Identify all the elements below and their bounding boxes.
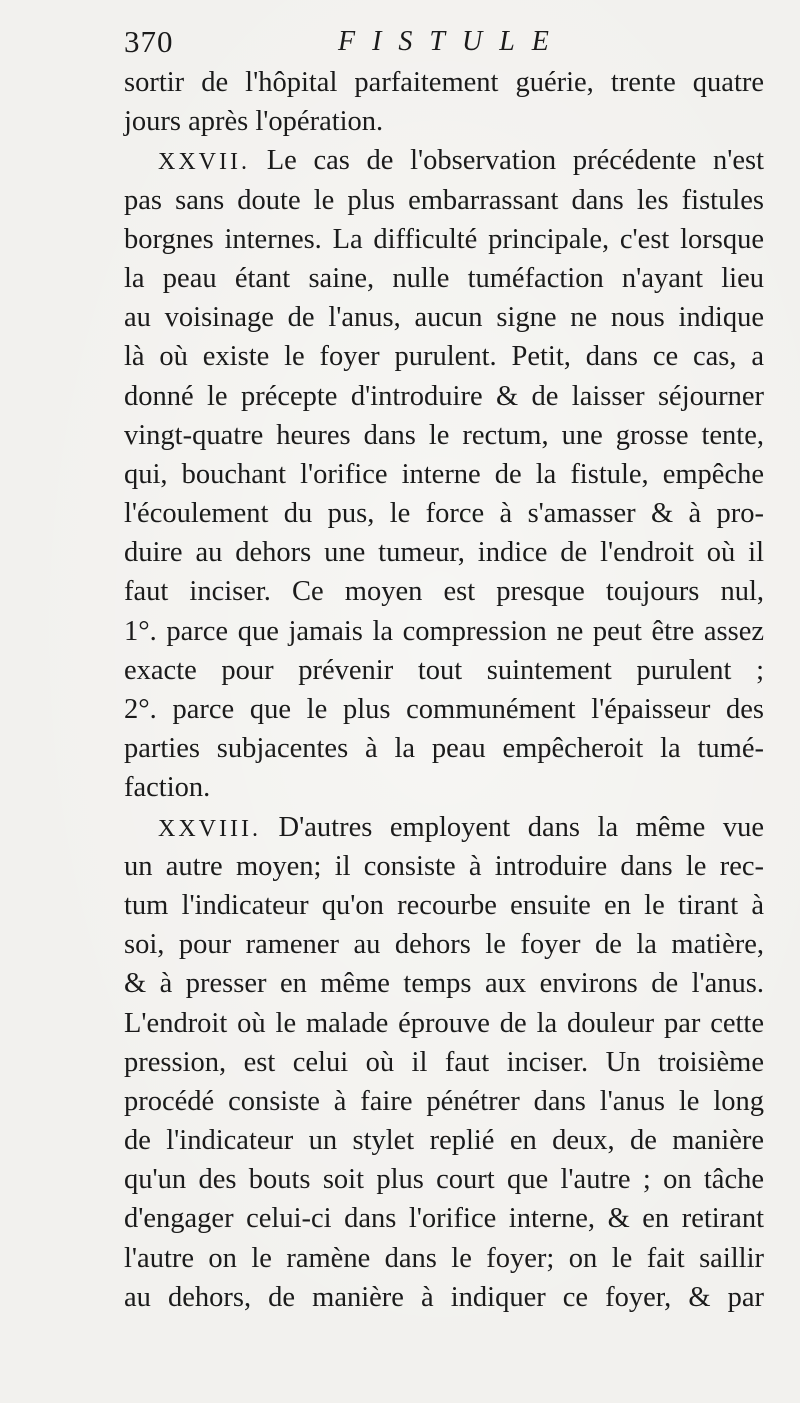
text-line: donné le précepte d'introduire & de laisser séjourner [124,380,764,412]
text-line: jours après l'opération. [124,106,384,138]
text-line: faction. [124,772,211,804]
text-line: l'autre on le ramène dans le foyer; on le fait saillir [124,1242,764,1274]
text-line: L'endroit où le malade éprouve de la douleur par cette [124,1007,764,1039]
body-text [124,63,764,1317]
text-line: un autre moyen; il consiste à introduire dans le rec- [124,850,764,882]
text-line: au voisinage de l'anus, aucun signe ne nous indique [124,302,764,334]
section-line: XXVIII. D'autres employent dans la même vue [158,811,764,843]
text-line: duire au dehors une tumeur, indice de l'endroit où il [124,537,764,569]
page-number: 370 [124,24,174,59]
text-line: sortir de l'hôpital parfaitement guérie, trente quatre [124,67,764,98]
text-line: l'écoulement du pus, le force à s'amasser & à pro- [124,498,764,530]
text-line: borgnes internes. La difficulté principale, c'est lorsque [124,223,764,255]
text-line: soi, pour ramener au dehors le foyer de la matière, [124,929,764,961]
section-number: XXVIII. [158,815,261,842]
text-line: vingt-quatre heures dans le rectum, une grosse tente, [124,419,764,451]
text-line: d'engager celui-ci dans l'orifice interne, & en retirant [124,1203,764,1235]
running-title: FISTULE [338,26,566,57]
section-line: XXVII. Le cas de l'observation précédente n'est [158,145,764,177]
text-line: la peau étant saine, nulle tuméfaction n'ayant lieu [124,262,764,294]
section-number: XXVII. [158,149,250,176]
running-head [124,22,764,62]
text-line: 2°. parce que le plus communément l'épaisseur des [124,694,764,725]
text-line: faut inciser. Ce moyen est presque toujours nul, [124,576,764,608]
text-line: là où existe le foyer purulent. Petit, dans ce cas, a [124,341,764,373]
text-line: pas sans doute le plus embarrassant dans les fistules [124,184,764,216]
text-line: 1°. parce que jamais la compression ne peut être assez [124,615,764,647]
text-line: de l'indicateur un stylet replié en deux, de manière [124,1125,764,1157]
text-line: exacte pour prévenir tout suintement purulent ; [124,654,764,686]
text-line: tum l'indicateur qu'on recourbe ensuite en le tirant à [124,889,764,921]
text-line: qui, bouchant l'orifice interne de la fistule, empêche [124,458,764,490]
text-line: procédé consiste à faire pénétrer dans l'anus le long [124,1085,764,1117]
text-line: qu'un des bouts soit plus court que l'autre ; on tâche [124,1164,764,1196]
text-line: & à presser en même temps aux environs de l'anus. [124,968,764,1000]
text-line: pression, est celui où il faut inciser. Un troisième [124,1046,764,1078]
text-line: parties subjacentes à la peau empêcheroit la tumé- [124,733,764,765]
text-line: au dehors, de manière à indiquer ce foyer, & par [124,1281,764,1313]
